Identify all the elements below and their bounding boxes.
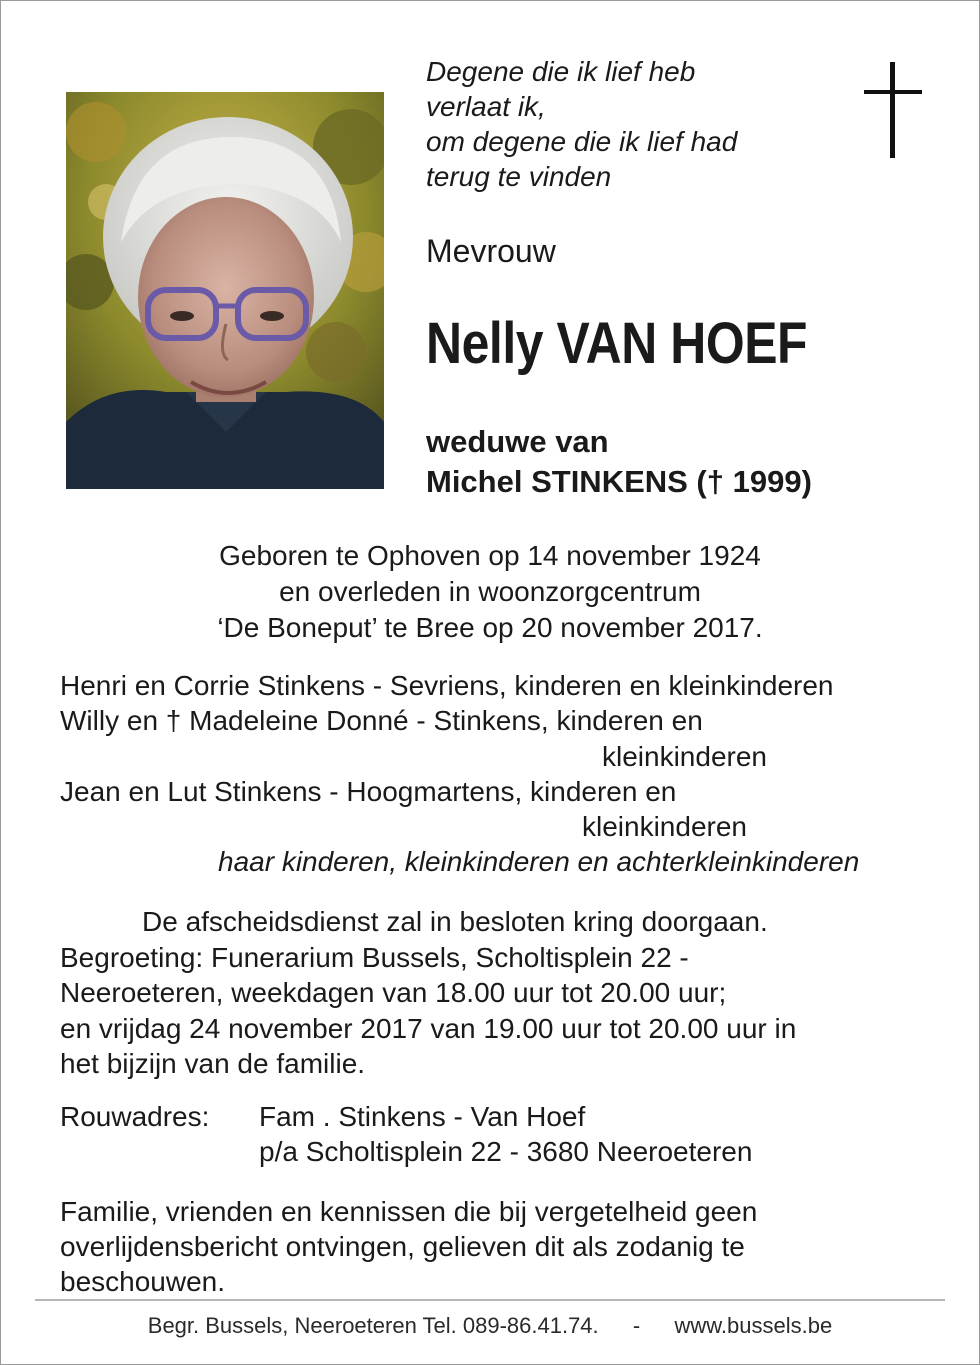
poem-line: om degene die ik lief had: [426, 126, 738, 157]
life-line: ‘De Boneput’ te Bree op 20 november 2017.: [217, 612, 763, 643]
closing-line: Familie, vrienden en kennissen die bij vergetelheid geen: [60, 1196, 758, 1227]
address-line: Fam . Stinkens - Van Hoef: [259, 1101, 586, 1132]
closing-line: overlijdensbericht ontvingen, gelieven dit als zodanig te: [60, 1231, 745, 1262]
life-line: Geboren te Ophoven op 14 november 1924: [219, 540, 761, 571]
service-line: het bijzijn van de familie.: [60, 1048, 366, 1079]
footer: [0, 1311, 980, 1341]
family-line: kleinkinderen: [602, 740, 767, 772]
family-line: kleinkinderen: [582, 811, 747, 843]
poem-line: Degene die ik lief heb: [426, 56, 696, 87]
poem-line: verlaat ik,: [426, 91, 546, 122]
closing-line: beschouwen.: [60, 1266, 226, 1297]
address-label: Rouwadres:: [60, 1101, 210, 1132]
latin-cross-icon: [864, 62, 922, 165]
footer-separator: -: [632, 1313, 641, 1338]
service-info: [60, 904, 796, 1082]
service-line: De afscheidsdienst zal in besloten kring doorgaan.: [142, 906, 768, 937]
service-line: en vrijdag 24 november 2017 van 19.00 uur tot 20.00 uur in: [60, 1012, 797, 1044]
deceased-name: Nelly VAN HOEF: [426, 311, 808, 376]
family-list: [60, 668, 859, 880]
footer-website-link[interactable]: www.bussels.be: [674, 1313, 833, 1338]
footer-contact: Begr. Bussels, Neeroeteren Tel. 089-86.41.74.: [147, 1313, 599, 1338]
portrait-photo: [66, 92, 384, 489]
spouse-name: Michel STINKENS († 1999): [426, 464, 812, 499]
address-line: p/a Scholtisplein 22 - 3680 Neeroeteren: [259, 1136, 753, 1167]
address: [259, 1099, 752, 1169]
poem-line: terug te vinden: [426, 161, 612, 192]
poem: [426, 54, 737, 194]
family-line: Willy en † Madeleine Donné - Stinkens, kinderen en: [60, 705, 703, 737]
closing-note: [60, 1194, 757, 1299]
service-line: Neeroeteren, weekdagen van 18.00 uur tot 20.00 uur;: [60, 977, 727, 1008]
salutation: Mevrouw: [426, 233, 556, 269]
spouse-block: [426, 422, 812, 502]
service-line: Begroeting: Funerarium Bussels, Scholtisplein 22 -: [60, 941, 689, 973]
widow-line: weduwe van: [426, 424, 609, 459]
life-line: en overleden in woonzorgcentrum: [279, 576, 701, 607]
family-line: haar kinderen, kleinkinderen en achterkleinkinderen: [218, 846, 860, 878]
footer-divider: [35, 1299, 945, 1301]
family-line: Henri en Corrie Stinkens - Sevriens, kinderen en kleinkinderen: [60, 670, 834, 701]
family-line: Jean en Lut Stinkens - Hoogmartens, kinderen en: [60, 775, 677, 807]
life-dates: [0, 538, 980, 646]
